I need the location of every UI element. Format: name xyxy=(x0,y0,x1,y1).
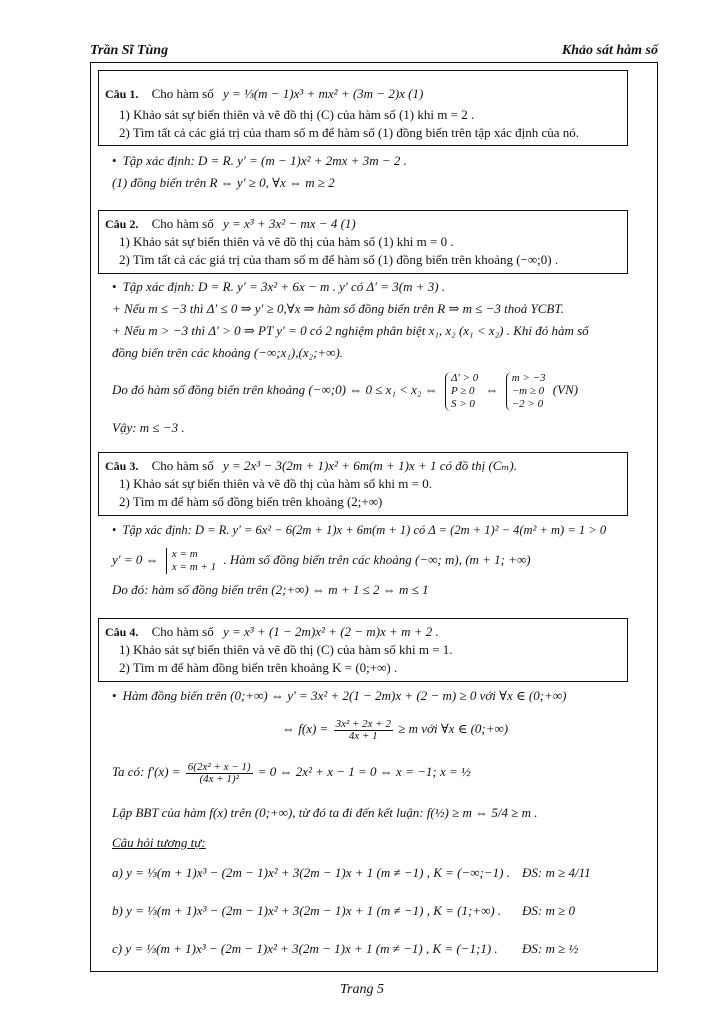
f-condition: ≥ m với ∀x ∈ (0;+∞) xyxy=(398,721,509,736)
question-2-label: Câu 2. xyxy=(105,217,139,231)
f-denominator: 4x + 1 xyxy=(348,729,378,742)
question-2-part-1: 1) Khảo sát sự biến thiên và vẽ đồ thị của hàm số (1) khi m = 0 . xyxy=(119,234,454,249)
question-4-box xyxy=(98,618,628,682)
question-4-label: Câu 4. xyxy=(105,625,139,639)
question-3-box xyxy=(98,452,628,516)
similar-b xyxy=(98,892,648,930)
system-2-row: −2 > 0 xyxy=(511,397,544,410)
roots-bracket xyxy=(166,548,216,574)
question-1-part-1: 1) Khảo sát sự biến thiên và vẽ đồ thị (C) của hàm số (1) khi m = 2 . xyxy=(119,107,475,122)
solution-4 xyxy=(98,684,648,968)
question-3-part-2: 2) Tìm m để hàm số đồng biến trên khoảng (2;+∞) xyxy=(119,494,383,509)
similar-a-text: a) y = ⅓(m + 1)x³ − (2m − 1)x² + 3(2m − 1)x + 1 (m ≠ −1) , K = (−∞;−1) . xyxy=(112,865,510,880)
similar-questions-heading: Câu hỏi tương tự: xyxy=(112,835,206,850)
f-fraction xyxy=(334,719,393,742)
question-4-intro: Cho hàm số xyxy=(151,624,214,639)
system-2 xyxy=(506,372,546,411)
system-2-row: −m ≥ 0 xyxy=(511,384,545,397)
question-2-box xyxy=(98,210,628,274)
question-1-box xyxy=(98,70,628,146)
solution-3-line-1: • Tập xác định: D = R. y′ = 6x² − 6(2m + 1)x + 6m(m + 1) có Δ = (2m + 1)² − 4(m² + m) = 1 > 0 xyxy=(98,518,648,542)
question-1-intro: Cho hàm số xyxy=(151,86,214,101)
system-1-row: P ≥ 0 xyxy=(450,384,475,397)
derivative-denominator: (4x + 1)² xyxy=(199,772,239,785)
solution-2-line-5 xyxy=(98,364,648,416)
solution-4-line-3 xyxy=(98,750,648,794)
system-1-row: S > 0 xyxy=(450,397,475,410)
question-3-part-1: 1) Khảo sát sự biến thiên và vẽ đồ thị của hàm số khi m = 0. xyxy=(119,476,432,491)
system-1 xyxy=(445,372,478,411)
solution-2-line-1: • Tập xác định: D = R. y′ = 3x² + 6x − m . y′ có Δ′ = 3(m + 3) . xyxy=(98,276,648,298)
root-row: x = m xyxy=(171,548,198,561)
root-row: x = m + 1 xyxy=(171,561,217,574)
header-author: Trần Sĩ Tùng xyxy=(90,43,169,58)
page-header xyxy=(90,40,658,62)
derivative-zero: y′ = 0 ⇔ xyxy=(112,552,159,567)
derivative-label: Ta có: f′(x) = xyxy=(112,764,181,779)
solution-3-conclusion: Do đó: hàm số đồng biến trên (2;+∞) ⇔ m + 1 ≤ 2 ⇔ m ≤ 1 xyxy=(112,582,429,597)
solution-2-condition: Do đó hàm số đồng biến trên khoảng (−∞;0) ⇔ 0 ≤ x₁ < x₂ ⇔ xyxy=(112,382,438,397)
solution-4-line-1: • Hàm đồng biến trên (0;+∞) ⇔ y′ = 3x² + 2(1 − 2m)x + (2 − m) ≥ 0 với ∀x ∈ (0;+∞) xyxy=(98,684,648,708)
no-solution-note: (VN) xyxy=(552,382,579,397)
similar-c xyxy=(98,930,648,968)
question-2-part-2: 2) Tìm tất cả các giá trị của tham số m để hàm số (1) đồng biến trên khoảng (−∞;0) . xyxy=(119,252,559,267)
solution-2-conclusion: Vậy: m ≤ −3 . xyxy=(112,420,185,435)
solution-4-line-4: Lập BBT của hàm f(x) trên (0;+∞), từ đó ta đi đến kết luận: f(½) ≥ m ⇔ 5/4 ≥ m . xyxy=(112,805,538,820)
question-4-formula: y = x³ + (1 − 2m)x² + (2 − m)x + m + 2 . xyxy=(222,624,439,639)
question-4-part-1: 1) Khảo sát sự biến thiên và vẽ đồ thị (C) của hàm số khi m = 1. xyxy=(119,642,453,657)
header-topic: Khảo sát hàm số xyxy=(561,43,658,58)
page-number: Trang 5 xyxy=(340,982,384,997)
system-2-row: m > −3 xyxy=(511,371,546,384)
question-2-intro: Cho hàm số xyxy=(151,216,214,231)
solution-1-line-2: (1) đồng biến trên R ⇔ y′ ≥ 0, ∀x ⇔ m ≥ 2 xyxy=(112,175,335,190)
similar-c-answer: ĐS: m ≥ ½ xyxy=(522,941,579,956)
derivative-roots: = 0 ⇔ 2x² + x − 1 = 0 ⇔ x = −1; x = ½ xyxy=(257,764,471,779)
question-4-part-2: 2) Tìm m để hàm đồng biến trên khoảng K = (0;+∞) . xyxy=(119,660,398,675)
question-1-formula: y = ⅓(m − 1)x³ + mx² + (3m − 2)x (1) xyxy=(222,86,424,101)
equivalence-symbol: ⇔ xyxy=(485,382,499,397)
similar-c-text: c) y = ⅓(m + 1)x³ − (2m − 1)x² + 3(2m − 1)x + 1 (m ≠ −1) , K = (−1;1) . xyxy=(112,941,498,956)
solution-2-line-3: + Nếu m > −3 thì Δ′ > 0 ⇒ PT y′ = 0 có 2 nghiệm phân biệt x₁, x₂ (x₁ < x₂) . Khi đó hàm số xyxy=(112,323,589,338)
solution-4-line-2 xyxy=(98,708,648,750)
question-2-formula: y = x³ + 3x² − mx − 4 (1) xyxy=(222,216,356,231)
increasing-intervals: . Hàm số đồng biến trên các khoảng (−∞; m), (m + 1; +∞) xyxy=(223,552,531,567)
f-numerator: 3x² + 2x + 2 xyxy=(335,717,391,730)
question-3-formula: y = 2x³ − 3(2m + 1)x² + 6m(m + 1)x + 1 có đồ thị (Cₘ). xyxy=(222,458,518,473)
similar-a xyxy=(98,854,648,892)
derivative-numerator: 6(2x² + x − 1) xyxy=(187,760,251,773)
question-1-label: Câu 1. xyxy=(105,87,139,101)
solution-2-line-2: + Nếu m ≤ −3 thì Δ′ ≤ 0 ⇒ y′ ≥ 0,∀x ⇒ hàm số đồng biến trên R ⇒ m ≤ −3 thoả YCBT. xyxy=(112,301,564,316)
similar-b-answer: ĐS: m ≥ 0 xyxy=(522,903,575,918)
question-3-label: Câu 3. xyxy=(105,459,139,473)
solution-1-line-1: • Tập xác định: D = R. y′ = (m − 1)x² + 2mx + 3m − 2 . xyxy=(98,150,648,172)
similar-a-answer: ĐS: m ≥ 4/11 xyxy=(522,865,591,880)
similar-b-text: b) y = ⅓(m + 1)x³ − (2m − 1)x² + 3(2m − 1)x + 1 (m ≠ −1) , K = (1;+∞) . xyxy=(112,903,502,918)
system-1-row: Δ′ > 0 xyxy=(450,371,479,384)
question-3-intro: Cho hàm số xyxy=(151,458,214,473)
solution-3 xyxy=(98,518,648,602)
question-1-part-2: 2) Tìm tất cả các giá trị của tham số m để hàm số (1) đồng biến trên tập xác định của nó. xyxy=(119,125,580,140)
solution-3-line-2 xyxy=(98,542,648,578)
f-definition: ⇔ f(x) = xyxy=(282,721,329,736)
derivative-fraction xyxy=(186,762,253,785)
solution-2 xyxy=(98,276,648,440)
solution-2-line-4: đồng biến trên các khoảng (−∞;x₁),(x₂;+∞). xyxy=(112,345,344,360)
solution-1 xyxy=(98,150,648,194)
